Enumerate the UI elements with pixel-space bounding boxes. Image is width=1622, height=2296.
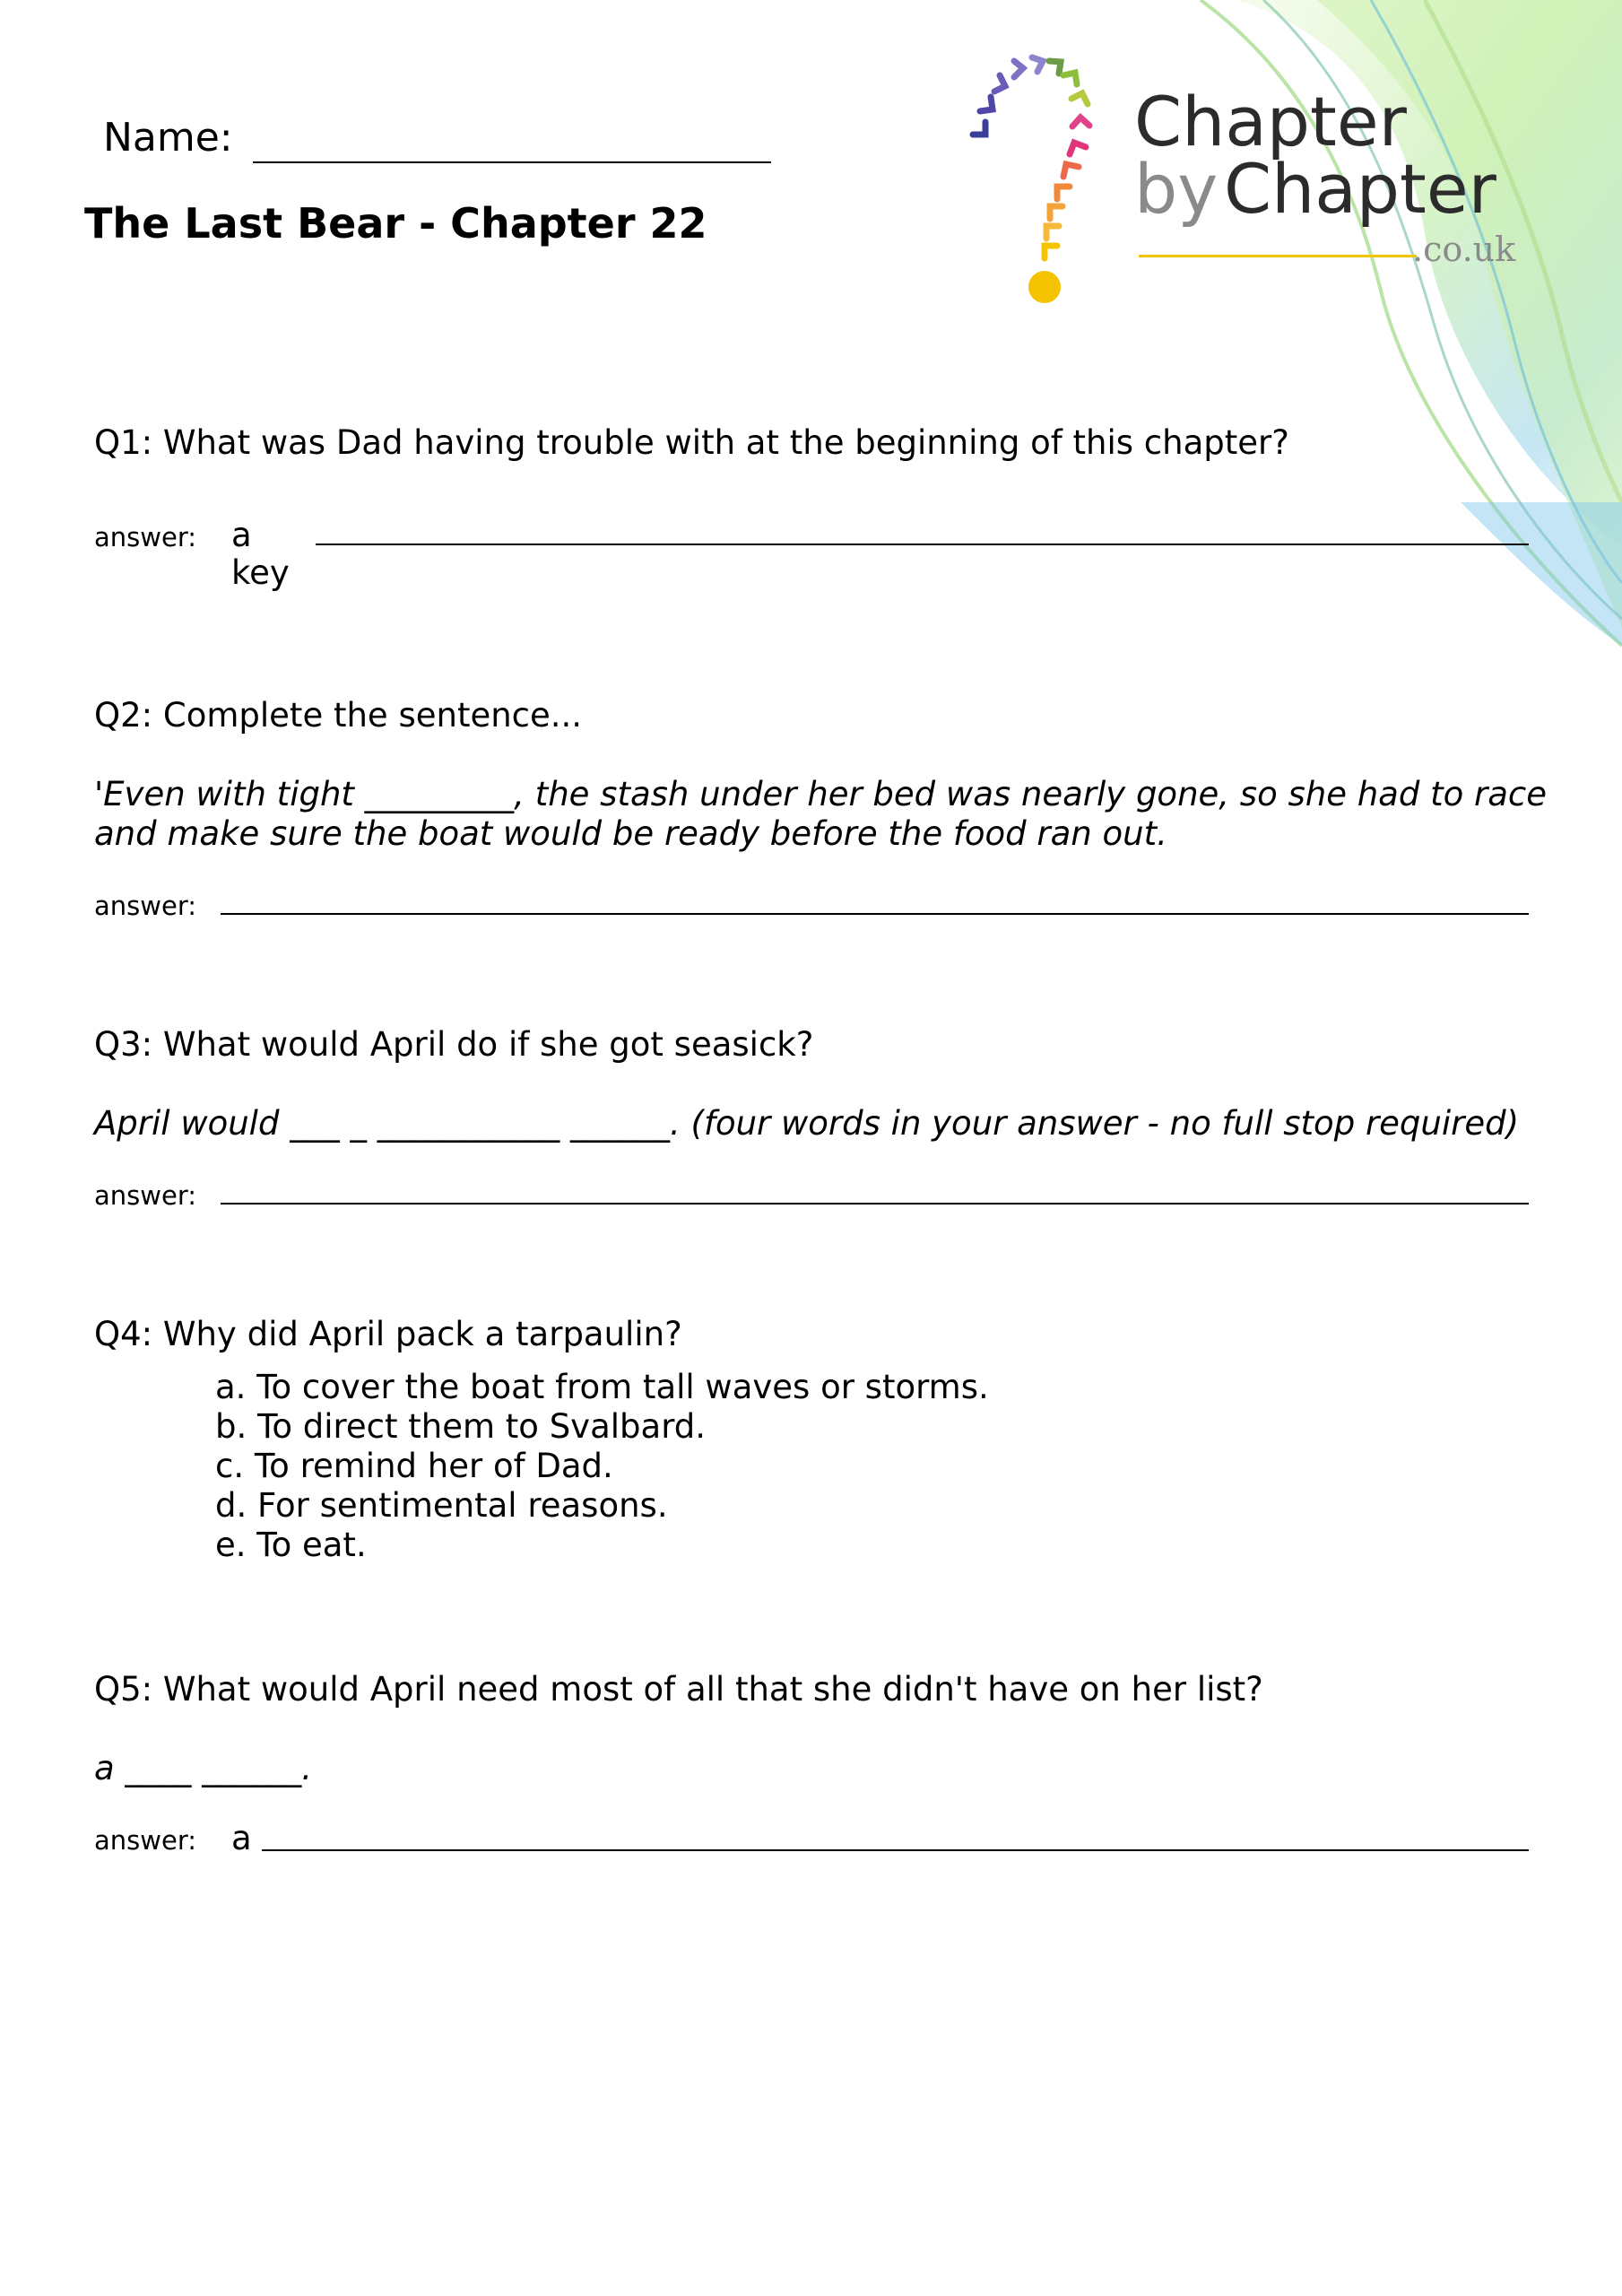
book-arc-icon xyxy=(964,52,1134,312)
logo-word-chapter: Chapter xyxy=(1134,82,1407,161)
question-4-options xyxy=(215,1368,989,1565)
worksheet-title: The Last Bear - Chapter 22 xyxy=(84,199,707,248)
question-2-sentence-line-1: 'Even with tight _________, the stash under her bed was nearly gone, so she had to race xyxy=(94,775,1547,813)
question-4: Q4: Why did April pack a tarpaulin? xyxy=(94,1315,682,1353)
answer-1-prefix: a xyxy=(231,516,252,554)
option-a: a. To cover the boat from tall waves or storms. xyxy=(215,1368,989,1406)
option-d: d. For sentimental reasons. xyxy=(215,1486,668,1525)
question-1: Q1: What was Dad having trouble with at the beginning of this chapter? xyxy=(94,423,1289,462)
logo-word-by: by xyxy=(1134,149,1219,229)
option-e: e. To eat. xyxy=(215,1526,367,1564)
chapter-by-chapter-logo xyxy=(964,52,1556,312)
name-input-line[interactable] xyxy=(253,161,771,163)
option-c: c. To remind her of Dad. xyxy=(215,1447,613,1485)
answer-5-line[interactable] xyxy=(262,1849,1529,1851)
option-b: b. To direct them to Svalbard. xyxy=(215,1407,706,1446)
question-3-sentence: April would ___ _ ___________ ______. (four words in your answer - no full stop required) xyxy=(94,1104,1520,1143)
name-label: Name: xyxy=(103,115,233,161)
logo-domain: .co.uk xyxy=(1412,230,1516,269)
answer-1-line[interactable] xyxy=(316,544,1529,545)
answer-label-2: answer: xyxy=(94,891,197,921)
question-2-sentence-line-2: and make sure the boat would be ready before the food ran out. xyxy=(94,814,1167,853)
answer-2-line[interactable] xyxy=(221,913,1529,915)
question-3: Q3: What would April do if she got seasick? xyxy=(94,1025,814,1064)
question-2: Q2: Complete the sentence... xyxy=(94,696,583,735)
logo-word-chapter-2: Chapter xyxy=(1224,149,1496,229)
answer-label-3: answer: xyxy=(94,1180,197,1211)
answer-1-prefix-key: key xyxy=(231,553,290,592)
answer-label-5: answer: xyxy=(94,1825,197,1856)
answer-5-prefix: a xyxy=(231,1819,252,1857)
answer-label-1: answer: xyxy=(94,522,197,552)
question-5: Q5: What would April need most of all that she didn't have on her list? xyxy=(94,1670,1263,1709)
answer-3-line[interactable] xyxy=(221,1203,1529,1205)
logo-underline xyxy=(1139,255,1417,257)
question-5-sentence: a ____ ______. xyxy=(94,1749,312,1787)
